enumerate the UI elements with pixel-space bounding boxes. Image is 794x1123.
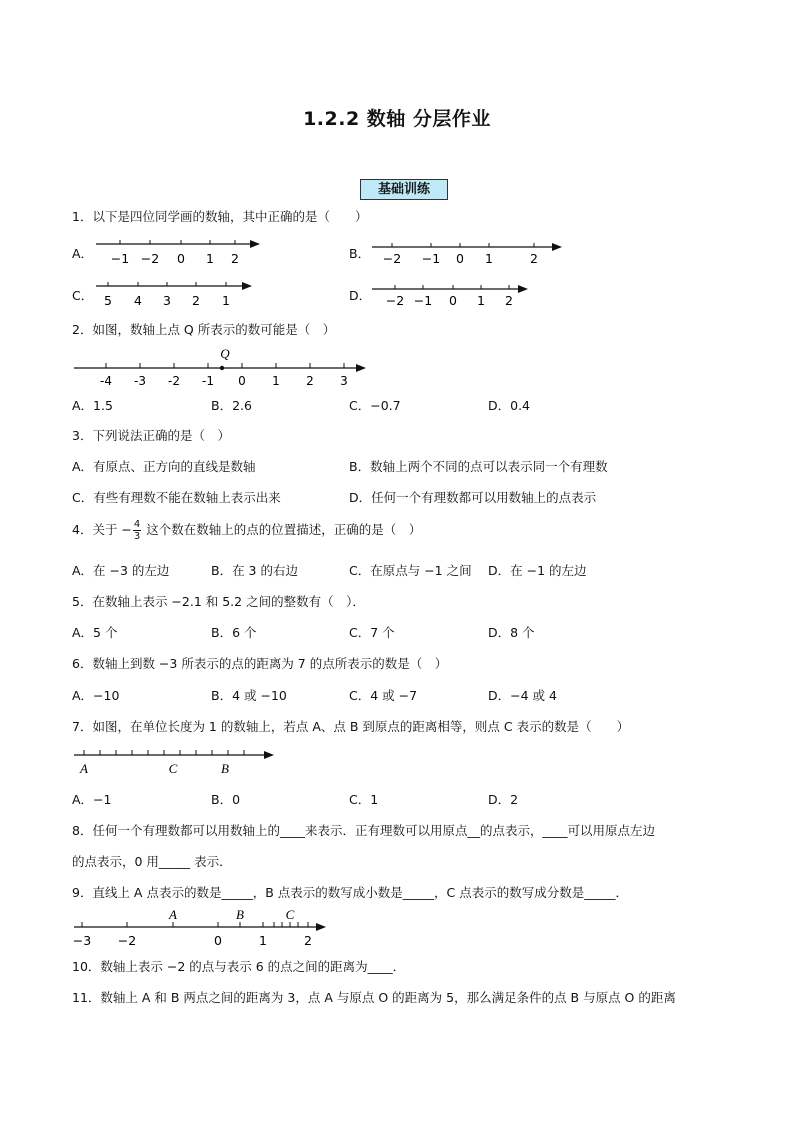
q5-option-b: B．6 个 [211,625,257,640]
q7-option-d: D．2 [488,792,519,807]
q3-option-b: B．数轴上两个不同的点可以表示同一个有理数 [349,459,608,474]
q9-tick-4: 2 [304,933,312,948]
q9-label-c: C [285,907,295,922]
q5-option-a: A．5 个 [72,625,118,640]
q4-fraction [133,519,141,542]
q1-b-tick-4: 2 [530,251,538,266]
q4-option-b: B．在 3 的右边 [211,563,298,578]
q1-b-tick-3: 1 [485,251,493,266]
question-8-line-1: 8．任何一个有理数都可以用数轴上的____来表示．正有理数可以用原点__的点表示，____可以用原点左边 [72,823,655,838]
q1-option-c-numberline [92,274,260,310]
q1-option-c-label: C． [72,288,94,303]
section-label-text: 基础训练 [377,182,430,197]
q1-b-tick-0: −2 [382,251,402,266]
q1-c-tick-4: 1 [222,293,230,308]
q1-d-tick-1: −1 [413,293,433,308]
question-10: 10．数轴上表示 −2 的点与表示 6 的点之间的距离为____． [72,959,406,974]
q7-label-c: C [168,761,178,776]
q1-c-tick-2: 3 [163,293,171,308]
q9-numberline [70,905,330,949]
question-8-line-2: 的点表示，0 用_____ 表示． [72,854,232,869]
q2-tick-3: -1 [202,374,214,388]
q7-option-b: B．0 [211,792,241,807]
q3-option-d: D．任何一个有理数都可以用数轴上的点表示 [349,490,597,505]
question-11: 11．数轴上 A 和 B 两点之间的距离为 3，点 A 与原点 O 的距离为 5，那么满足条件的点 B 与原点 O 的距离 [72,990,676,1005]
question-6: 6．数轴上到数 −3 所表示的点的距离为 7 的点所表示的数是（ ） [72,656,448,671]
q7-label-b: B [221,761,229,776]
q4-prefix: 4．关于 − [72,522,132,537]
question-9: 9．直线上 A 点表示的数是_____，B 点表示的数写成小数是_____，C 点表示的数写成分数是_____． [72,885,628,900]
q2-tick-1: -3 [134,374,146,388]
question-2: 2．如图，数轴上点 Q 所表示的数可能是（ ） [72,322,336,337]
q6-option-c: C．4 或 −7 [349,688,418,703]
q1-a-tick-2: 0 [177,251,185,266]
q4-frac-den: 3 [133,531,141,542]
q1-d-tick-3: 1 [477,293,485,308]
q9-tick-0: −3 [72,933,92,948]
q1-a-tick-1: −2 [140,251,160,266]
q1-d-tick-2: 0 [449,293,457,308]
q9-tick-3: 1 [259,933,267,948]
q1-c-tick-1: 4 [134,293,142,308]
q1-c-tick-3: 2 [192,293,200,308]
q2-point-q [220,366,224,370]
q9-tick-2: 0 [214,933,222,948]
q5-option-d: D．8 个 [488,625,535,640]
q1-a-tick-4: 2 [231,251,239,266]
q3-option-c: C．有些有理数不能在数轴上表示出来 [72,490,281,505]
q9-tick-1: −2 [117,933,137,948]
q2-tick-7: 3 [340,374,348,388]
page-title: 1.2.2 数轴 分层作业 [303,108,491,130]
q4-option-c: C．在原点与 −1 之间 [349,563,472,578]
q2-tick-6: 2 [306,374,314,388]
q1-a-tick-0: −1 [110,251,130,266]
q1-option-a-label: A． [72,246,94,261]
q9-label-a: A [169,907,177,922]
q1-option-a-numberline [92,232,264,268]
q2-tick-2: -2 [168,374,180,388]
q2-option-b: B．2.6 [211,398,252,413]
question-5: 5．在数轴上表示 −2.1 和 5.2 之间的整数有（ ）． [72,594,365,609]
section-label [360,179,448,200]
q6-option-a: A．−10 [72,688,120,703]
q1-option-d-numberline [368,274,536,310]
q5-option-c: C．7 个 [349,625,395,640]
q9-label-b: B [236,907,244,922]
q1-d-tick-0: −2 [385,293,405,308]
q4-frac-num: 4 [133,519,141,530]
q1-c-tick-0: 5 [104,293,112,308]
q2-tick-4: 0 [238,374,246,388]
q1-option-b-numberline [368,232,568,268]
q7-option-a: A．−1 [72,792,112,807]
question-3: 3．下列说法正确的是（ ） [72,428,230,443]
q7-option-c: C．1 [349,792,379,807]
q1-option-d-label: D． [349,288,372,303]
q2-numberline [70,344,370,390]
q7-label-a: A [80,761,88,776]
question-7: 7．如图，在单位长度为 1 的数轴上，若点 A、点 B 到原点的距离相等，则点 C 表示的数是（ ） [72,719,630,734]
q1-b-tick-2: 0 [456,251,464,266]
q2-option-a: A．1.5 [72,398,113,413]
question-4 [72,518,421,542]
q2-point-label: Q [220,346,230,361]
q1-a-tick-3: 1 [206,251,214,266]
q2-tick-5: 1 [272,374,280,388]
q2-option-c: C．−0.7 [349,398,401,413]
q4-suffix: 这个数在数轴上的点的位置描述，正确的是（ ） [142,522,422,537]
q3-option-a: A．有原点、正方向的直线是数轴 [72,459,256,474]
q6-option-b: B．4 或 −10 [211,688,287,703]
q4-option-a: A．在 −3 的左边 [72,563,170,578]
q7-numberline [70,745,280,777]
q2-option-d: D．0.4 [488,398,531,413]
q1-option-b-label: B． [349,246,371,261]
q6-option-d: D．−4 或 4 [488,688,557,703]
q1-d-tick-4: 2 [505,293,513,308]
q4-option-d: D．在 −1 的左边 [488,563,587,578]
q1-b-tick-1: −1 [421,251,441,266]
question-1: 1．以下是四位同学画的数轴，其中正确的是（ ） [72,209,368,224]
q2-tick-0: -4 [100,374,112,388]
